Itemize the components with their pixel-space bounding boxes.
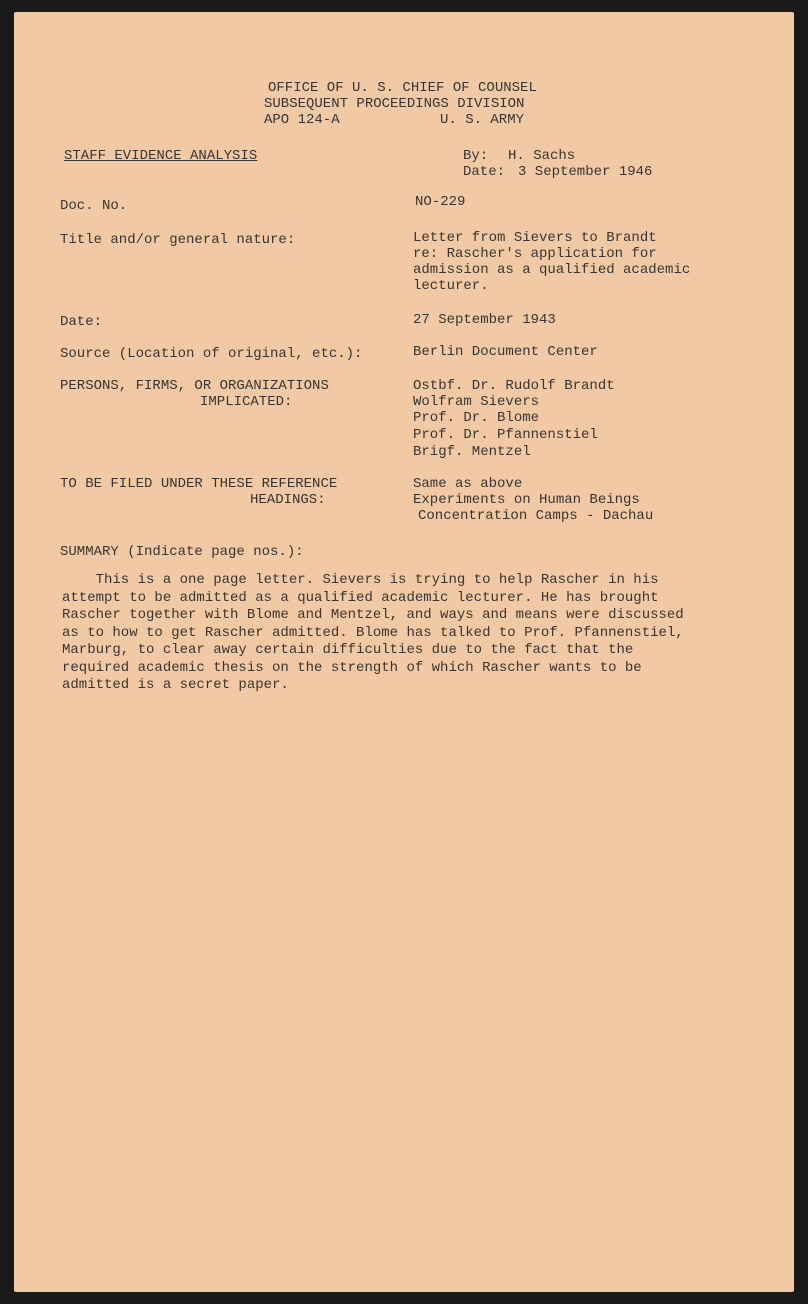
- summary-label: SUMMARY (Indicate page nos.):: [60, 544, 304, 560]
- persons-value-line: Ostbf. Dr. Rudolf Brandt: [413, 378, 615, 394]
- summary-body: [62, 572, 702, 695]
- source-label: Source (Location of original, etc.):: [60, 346, 363, 362]
- title-value-line: Letter from Sievers to Brandt: [413, 230, 657, 246]
- reference-label-line-2: HEADINGS:: [250, 492, 326, 508]
- title-label: Title and/or general nature:: [60, 232, 296, 248]
- persons-value-line: Brigf. Mentzel: [413, 444, 531, 460]
- date-field-label: Date:: [60, 314, 103, 330]
- header-army: U. S. ARMY: [440, 112, 525, 128]
- form-title: STAFF EVIDENCE ANALYSIS: [64, 148, 258, 164]
- doc-no-label: Doc. No.: [60, 198, 128, 214]
- by-label: By:: [463, 148, 489, 164]
- title-value-line: lecturer.: [413, 278, 489, 294]
- persons-value-line: Wolfram Sievers: [413, 394, 540, 410]
- summary-line: This is a one page letter. Sievers is trying to help Rascher in his: [62, 572, 659, 588]
- persons-value-line: Prof. Dr. Pfannenstiel: [413, 427, 598, 443]
- header-apo: APO 124-A: [264, 112, 340, 128]
- summary-line: attempt to be admitted as a qualified academic lecturer. He has brought: [62, 589, 659, 606]
- date-value: 3 September 1946: [518, 164, 653, 180]
- persons-value-line: Prof. Dr. Blome: [413, 410, 540, 426]
- title-value-line: admission as a qualified academic: [413, 262, 691, 278]
- reference-value-line: Concentration Camps - Dachau: [418, 508, 654, 524]
- header-line-2: SUBSEQUENT PROCEEDINGS DIVISION: [264, 96, 525, 112]
- summary-line: admitted is a secret paper.: [62, 677, 289, 693]
- date-field-value: 27 September 1943: [413, 312, 556, 328]
- summary-line: required academic thesis on the strength of which Rascher wants to be: [62, 659, 642, 676]
- persons-label-line-1: PERSONS, FIRMS, OR ORGANIZATIONS: [60, 378, 329, 394]
- reference-label-line-1: TO BE FILED UNDER THESE REFERENCE: [60, 476, 338, 492]
- reference-value-line: Experiments on Human Beings: [413, 492, 640, 508]
- date-label: Date:: [463, 164, 506, 180]
- by-value: H. Sachs: [508, 148, 576, 164]
- source-value: Berlin Document Center: [413, 344, 598, 360]
- summary-line: as to how to get Rascher admitted. Blome has talked to Prof. Pfannenstiel,: [62, 624, 684, 641]
- summary-line: Rascher together with Blome and Mentzel, and ways and means were discussed: [62, 607, 684, 623]
- persons-label-line-2: IMPLICATED:: [200, 394, 293, 410]
- summary-line: Marburg, to clear away certain difficulties due to the fact that the: [62, 642, 634, 658]
- doc-no-value: NO-229: [415, 194, 466, 210]
- title-value-line: re: Rascher's application for: [413, 246, 657, 262]
- reference-value-line: Same as above: [413, 476, 523, 492]
- header-line-1: OFFICE OF U. S. CHIEF OF COUNSEL: [268, 80, 537, 96]
